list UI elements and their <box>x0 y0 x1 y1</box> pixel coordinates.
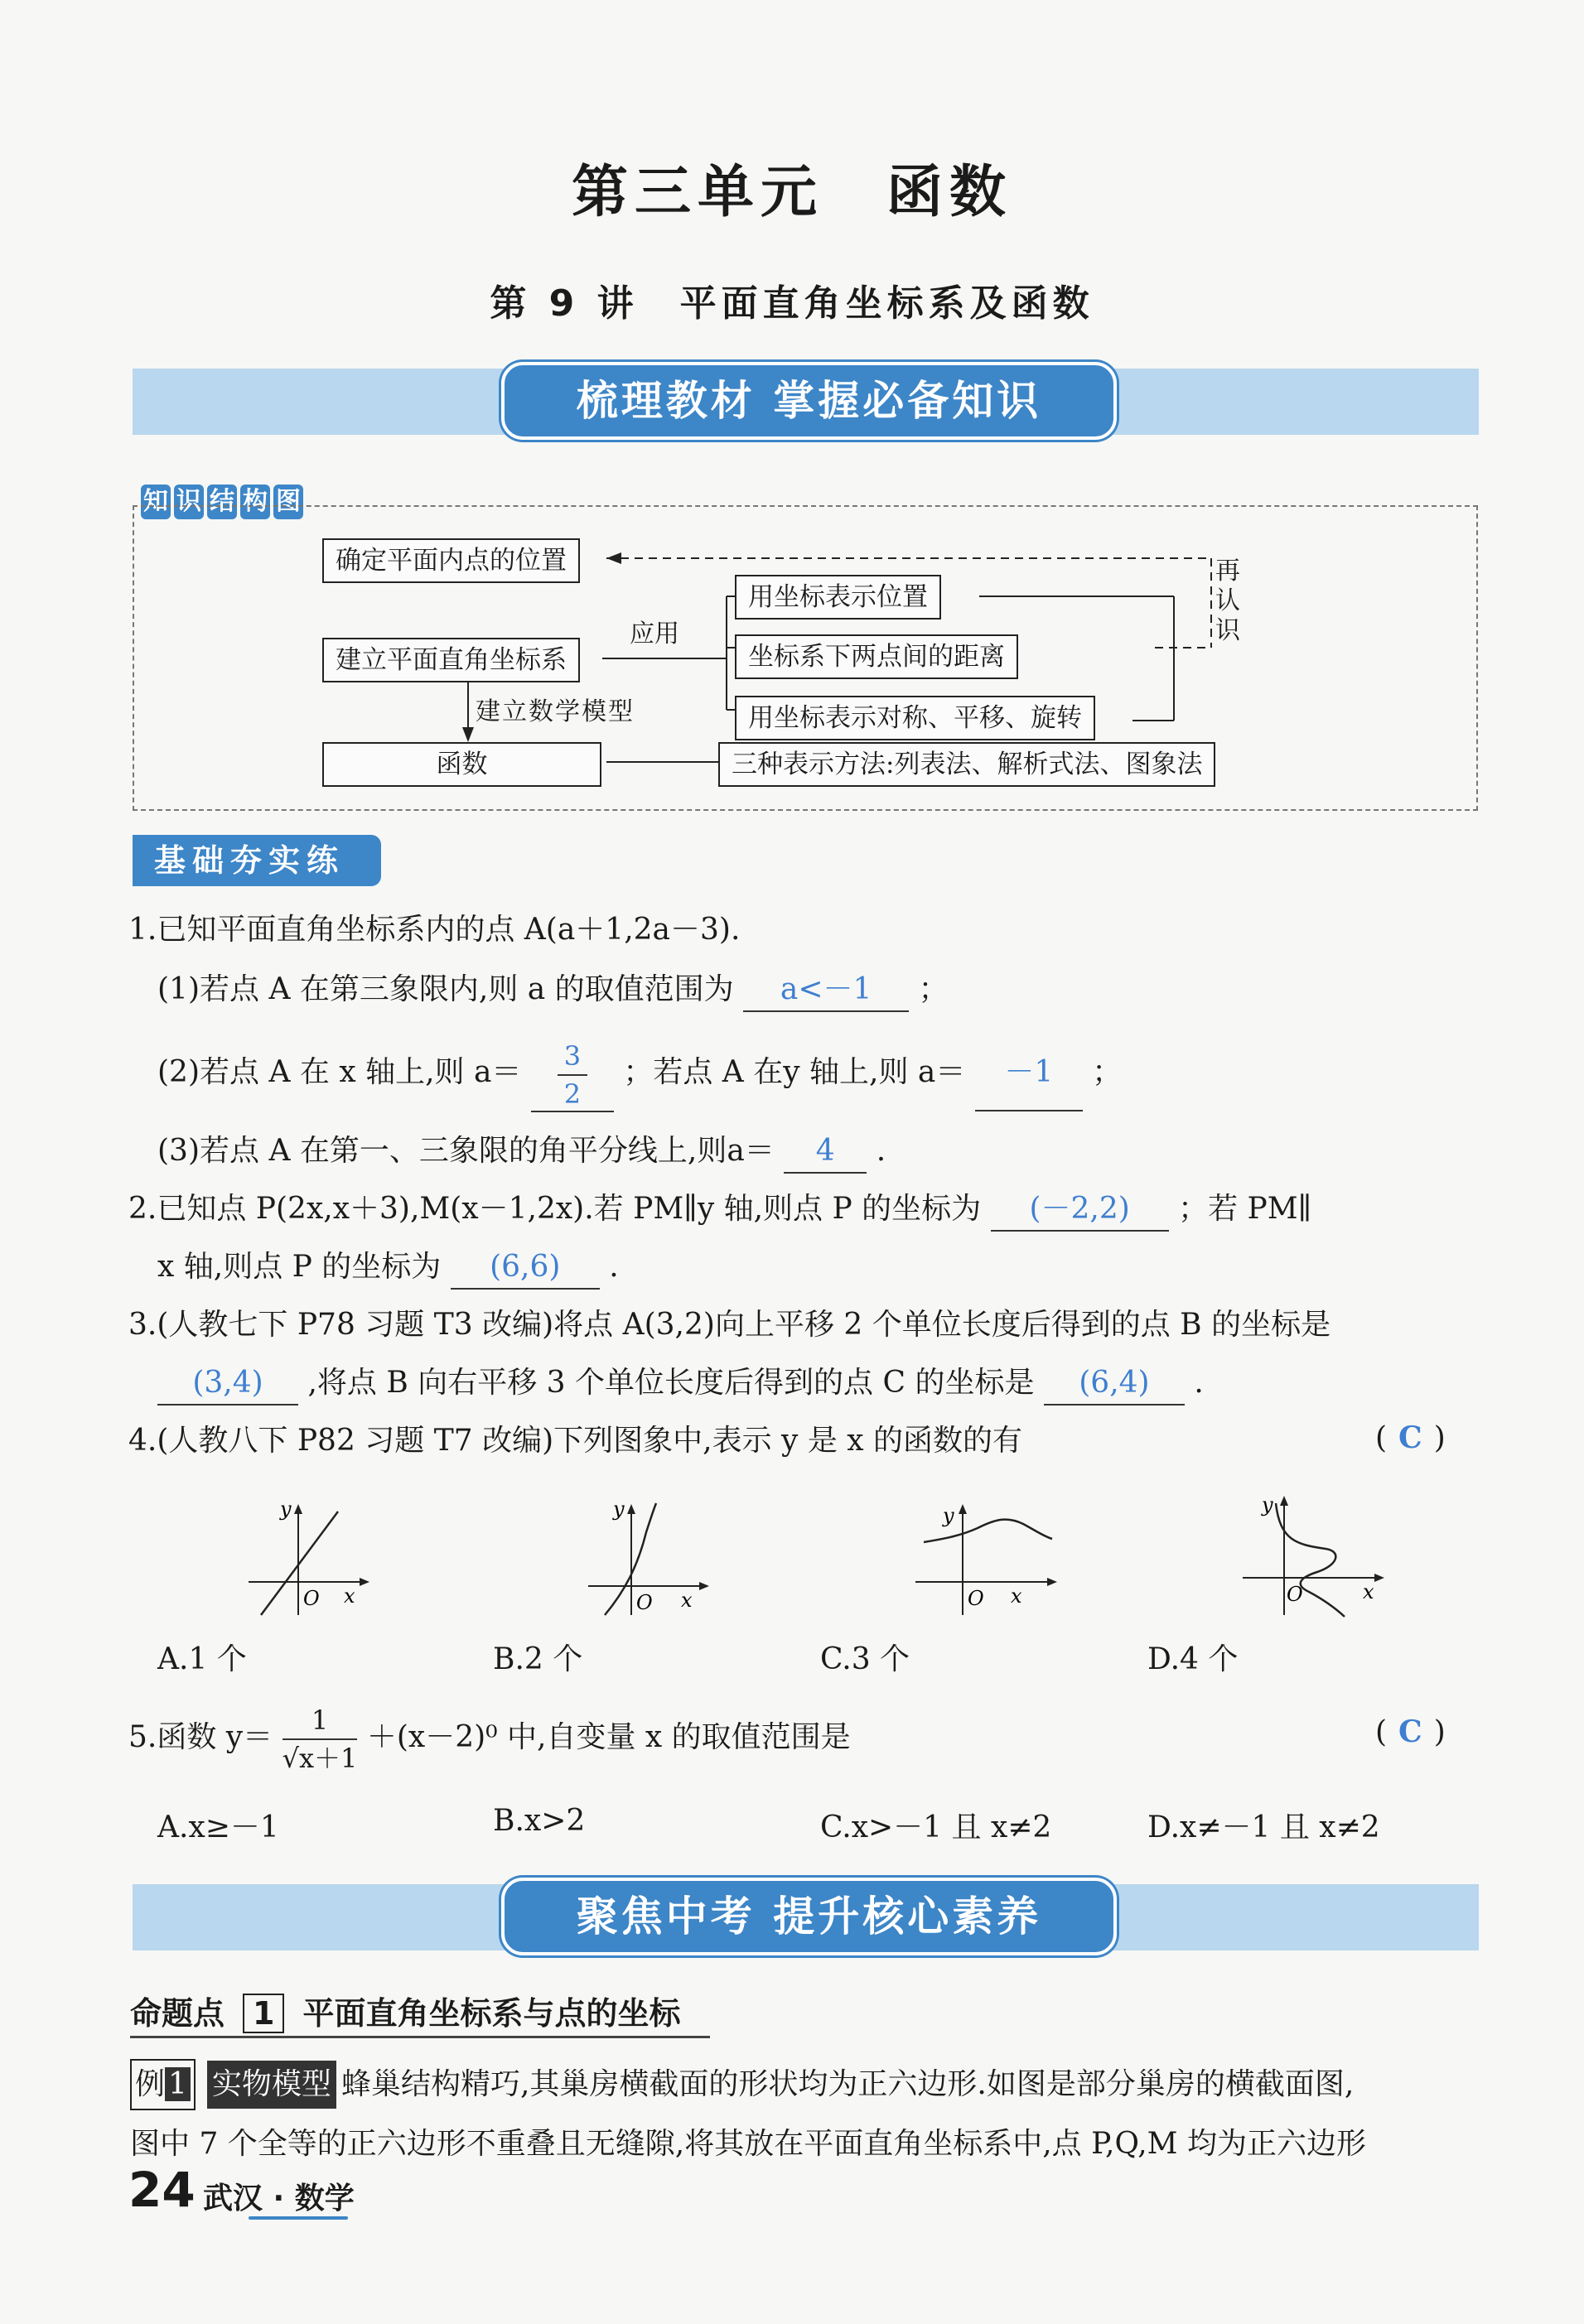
q1-part2 <box>157 1035 1122 1112</box>
q1-part2-answer2: －1 <box>975 1035 1083 1111</box>
q4-answer-paren: ( C ) <box>1375 1420 1446 1455</box>
transform-node: 用坐标表示对称、平移、旋转 <box>735 696 1095 740</box>
q5-option-b: B.x>2 <box>493 1804 586 1838</box>
q2-line2 <box>157 1246 619 1290</box>
graph-a <box>240 1491 381 1623</box>
q4-option-d: D.4 个 <box>1147 1642 1239 1676</box>
topic-heading <box>130 1988 680 2033</box>
q5-post: ＋(x－2)⁰ 中,自变量 x 的取值范围是 <box>366 1720 851 1754</box>
function-node: 函数 <box>322 742 601 787</box>
example-model-tag: 实物模型 <box>207 2061 336 2109</box>
tag-char: 知 <box>141 485 171 519</box>
q3-answer2: (6,4) <box>1044 1362 1185 1405</box>
q4-option-c: C.3 个 <box>820 1642 910 1676</box>
example-label-text: 例 <box>135 2067 166 2101</box>
example-label <box>130 2059 196 2110</box>
q1-part1-answer: a<－1 <box>743 969 909 1012</box>
graph-d-origin: O <box>1287 1583 1303 1606</box>
q3-mid: ,将点 B 向右平移 3 个单位长度后得到的点 C 的坐标是 <box>307 1366 1035 1400</box>
section-banner-2 <box>133 1884 1479 1950</box>
q4-option-a: A.1 个 <box>157 1642 247 1676</box>
q5-denominator: √x＋1 <box>282 1743 358 1774</box>
example-line2: 图中 7 个全等的正六边形不重叠且无缝隙,将其放在平面直角坐标系中,点 P,Q,M 均为正六边形 <box>130 2127 1366 2161</box>
q1-part3-answer: 4 <box>784 1131 867 1174</box>
reknow-char: 识 <box>1215 616 1240 645</box>
q1-part3-post: . <box>876 1134 886 1168</box>
example-text-1: 蜂巢结构精巧,其巢房横截面的形状均为正六边形.如图是部分巢房的横截面图, <box>340 2067 1355 2101</box>
graph-b-origin: O <box>636 1591 653 1614</box>
reknow-char: 认 <box>1215 586 1240 615</box>
graph-b-x-label: x <box>681 1589 693 1612</box>
q5-numerator: 1 <box>283 1707 358 1740</box>
example-line1 <box>130 2059 1354 2110</box>
q2-post: . <box>609 1250 619 1284</box>
q1-part2-post: ； <box>1092 1055 1123 1089</box>
concept-map <box>133 505 1478 811</box>
graph-b-y-label: y <box>613 1497 625 1521</box>
q5-answer-paren: ( C ) <box>1375 1714 1446 1749</box>
graph-c-x-label: x <box>1011 1584 1022 1608</box>
q3-line2 <box>157 1362 1204 1405</box>
q5-option-a: A.x≥－1 <box>157 1811 279 1844</box>
q4-option-b: B.2 个 <box>493 1642 583 1676</box>
q1-part1-text: (1)若点 A 在第三象限内,则 a 的取值范围为 <box>157 972 734 1006</box>
tag-char: 图 <box>273 485 303 519</box>
q2-answer2: (6,6) <box>451 1246 600 1290</box>
q2-answer1: (－2,2) <box>991 1189 1169 1232</box>
book-name: 武汉 · 数学 <box>203 2182 355 2216</box>
graph-a-y-label: y <box>280 1497 292 1521</box>
tag-char: 识 <box>174 485 204 519</box>
q2-line1 <box>128 1189 1311 1232</box>
q2-mid: ；若 PM∥ <box>1178 1192 1312 1226</box>
graph-d-y-label: y <box>1262 1493 1273 1516</box>
reknow-label <box>1215 557 1245 646</box>
basic-practice-tag: 基础夯实练 <box>133 835 381 886</box>
establish-system-node: 建立平面直角坐标系 <box>322 638 580 682</box>
graph-d <box>1239 1483 1396 1623</box>
topic-number: 1 <box>243 1994 284 2033</box>
q1-part3-text: (3)若点 A 在第一、三象限的角平分线上,则a＝ <box>157 1134 775 1168</box>
use-position-node: 用坐标表示位置 <box>735 575 941 620</box>
distance-node: 坐标系下两点间的距离 <box>735 634 1018 679</box>
q1-part2-mid: ；若点 A 在y 轴上,则 a＝ <box>623 1055 966 1089</box>
footer-accent-line <box>249 2216 348 2220</box>
q1-part2-answer <box>531 1036 614 1112</box>
topic-label: 命题点 <box>130 1995 225 2032</box>
graph-b <box>580 1491 721 1623</box>
model-label: 建立数学模型 <box>476 697 635 726</box>
page-number: 24 <box>128 2162 196 2218</box>
q5-option-c: C.x>－1 且 x≠2 <box>820 1811 1052 1844</box>
q2-line2-text: x 轴,则点 P 的坐标为 <box>157 1250 442 1284</box>
q3-line1: 3.(人教七下 P78 习题 T3 改编)将点 A(3,2)向上平移 2 个单位长度后得到的点 B 的坐标是 <box>128 1308 1331 1342</box>
unit-title: 第三单元 函数 <box>571 159 1012 225</box>
graph-c-y-label: y <box>943 1504 954 1527</box>
q1-part2-numerator: 3 <box>558 1043 587 1076</box>
q4-answer: C <box>1398 1420 1422 1455</box>
topic-title: 平面直角坐标系与点的坐标 <box>302 1995 681 2032</box>
q1-part3 <box>157 1131 886 1174</box>
tag-char: 结 <box>207 485 237 519</box>
q1-part1-post: ； <box>918 972 949 1006</box>
section-banner-2-label: 聚焦中考 提升核心素养 <box>501 1878 1117 1955</box>
q5-answer: C <box>1398 1714 1422 1749</box>
apply-label: 应用 <box>630 620 679 649</box>
graph-a-x-label: x <box>344 1584 355 1608</box>
graph-d-x-label: x <box>1363 1580 1374 1603</box>
q3-answer1: (3,4) <box>157 1362 298 1405</box>
section-banner-1 <box>133 369 1479 435</box>
q5-stem <box>128 1698 851 1777</box>
determine-point-node: 确定平面内点的位置 <box>322 538 580 583</box>
example-number: 1 <box>165 2067 191 2101</box>
q3-post: . <box>1194 1366 1204 1400</box>
tag-char: 构 <box>240 485 270 519</box>
q5-text: 5.函数 y＝ <box>128 1720 273 1754</box>
q4-stem: 4.(人教八下 P82 习题 T7 改编)下列图象中,表示 y 是 x 的函数的有 <box>128 1424 1023 1458</box>
q1-part2-text: (2)若点 A 在 x 轴上,则 a＝ <box>157 1055 522 1089</box>
topic-underline <box>130 2036 710 2038</box>
q5-option-d: D.x≠－1 且 x≠2 <box>1147 1811 1380 1844</box>
q1-part2-denominator: 2 <box>563 1078 582 1110</box>
graph-c <box>911 1491 1069 1623</box>
lecture-title: 第 9 讲 平面直角坐标系及函数 <box>490 282 1094 325</box>
graph-c-origin: O <box>968 1587 984 1610</box>
q2-text: 2.已知点 P(2x,x＋3),M(x－1,2x).若 PM∥y 轴,则点 P 的坐标为 <box>128 1192 982 1226</box>
graph-a-origin: O <box>303 1587 320 1610</box>
reknow-char: 再 <box>1215 557 1240 586</box>
q1-part1 <box>157 969 949 1012</box>
three-methods-node: 三种表示方法:列表法、解析式法、图象法 <box>718 742 1215 787</box>
section-banner-1-label: 梳理教材 掌握必备知识 <box>501 362 1117 440</box>
q1-stem: 1.已知平面直角坐标系内的点 A(a＋1,2a－3). <box>128 913 741 947</box>
